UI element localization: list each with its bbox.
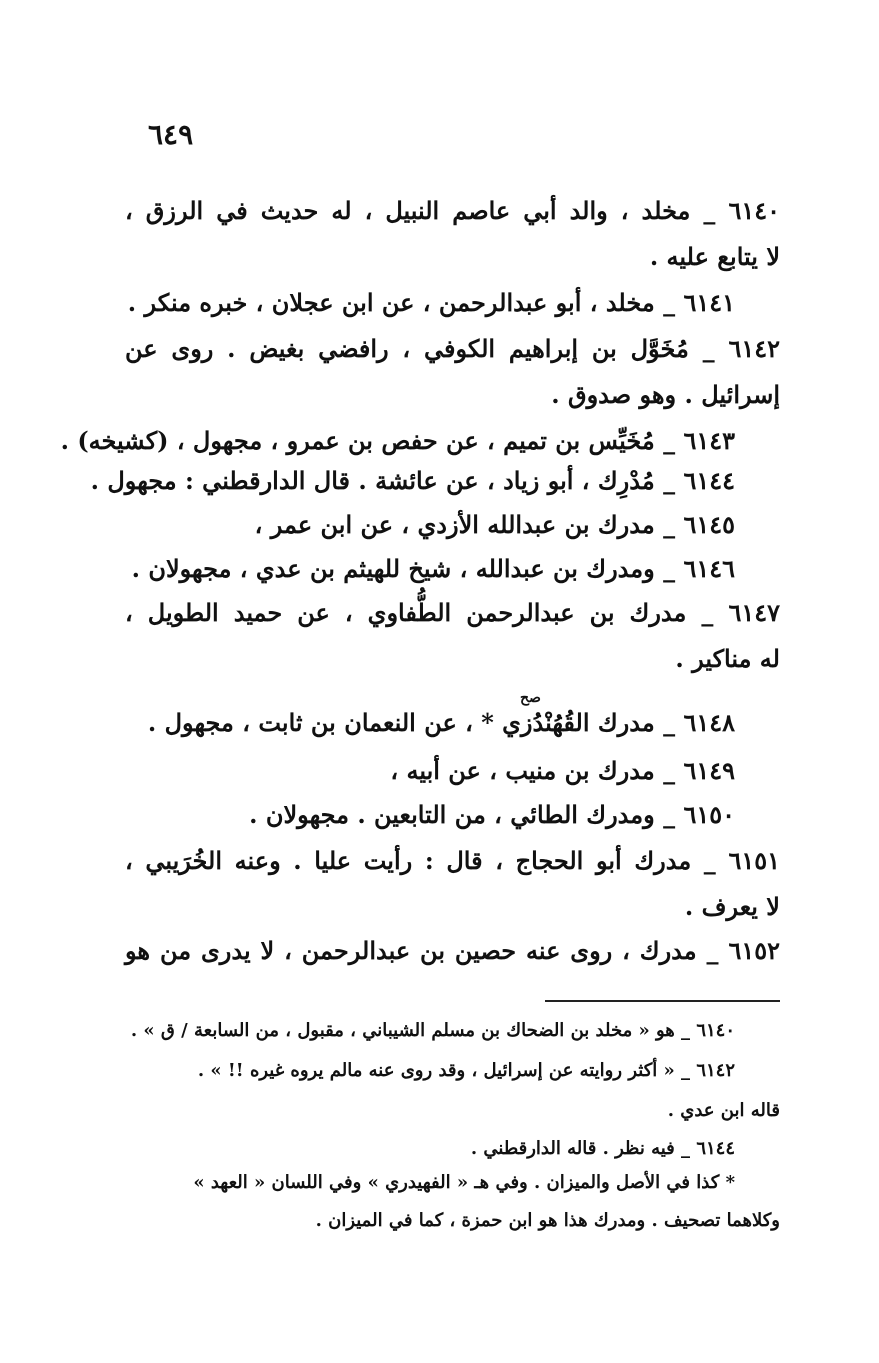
entry-6142-line-1: ٦١٤٢ _ مُخَوَّل بن إبراهيم الكوفي ، رافضي بغيض . روى عن — [125, 334, 780, 363]
footnote-separator — [545, 1000, 780, 1002]
page-number: ٦٤٩ — [148, 118, 194, 151]
entry-6140-line-2: لا يتابع عليه . — [649, 242, 780, 271]
footnote-star-line-1: * كذا في الأصل والميزان . وفي هـ « الفهيدري » وفي اللسان « العهد » — [193, 1172, 735, 1193]
footnote-6142-line-2: قاله ابن عدي . — [667, 1100, 780, 1121]
entry-6149: ٦١٤٩ _ مدرك بن منيب ، عن أبيه ، — [390, 756, 735, 785]
entry-6151-line-2: لا يعرف . — [684, 892, 780, 921]
entry-6152: ٦١٥٢ _ مدرك ، روى عنه حصين بن عبدالرحمن ، لا يدرى من هو — [125, 936, 780, 965]
entry-6140-line-1: ٦١٤٠ _ مخلد ، والد أبي عاصم النبيل ، له حديث في الرزق ، — [125, 196, 780, 225]
footnote-6144: ٦١٤٤ _ فيه نظر . قاله الدارقطني . — [470, 1138, 735, 1159]
entry-6147-line-2: له مناكير . — [675, 644, 780, 673]
footnote-6142-line-1: ٦١٤٢ _ « أكثر روايته عن إسرائيل ، وقد روى عنه مالم يروه غيره !! » . — [197, 1060, 735, 1081]
entry-6147-line-1: ٦١٤٧ _ مدرك بن عبدالرحمن الطُّفاوي ، عن حميد الطويل ، — [125, 598, 780, 627]
entry-6151-line-1: ٦١٥١ _ مدرك أبو الحجاج ، قال : رأيت عليا . وعنه الخُرَيبي ، — [125, 846, 781, 875]
entry-6145: ٦١٤٥ _ مدرك بن عبدالله الأزدي ، عن ابن عمر ، — [254, 510, 735, 539]
sah-correction-mark: صح — [520, 690, 541, 706]
footnote-6140: ٦١٤٠ _ هو « مخلد بن الضحاك بن مسلم الشيباني ، مقبول ، من السابعة / ق » . — [130, 1020, 735, 1041]
entry-6146: ٦١٤٦ _ ومدرك بن عبدالله ، شيخ للهيثم بن عدي ، مجهولان . — [131, 554, 735, 583]
entry-6142-line-2: إسرائيل . وهو صدوق . — [551, 380, 780, 409]
entry-6148: ٦١٤٨ _ مدرك القُهُنْدُزي * ، عن النعمان بن ثابت ، مجهول . — [147, 708, 735, 737]
footnote-star-line-2: وكلاهما تصحيف . ومدرك هذا هو ابن حمزة ، كما في الميزان . — [315, 1210, 780, 1231]
entry-6141: ٦١٤١ _ مخلد ، أبو عبدالرحمن ، عن ابن عجلان ، خبره منكر . — [127, 288, 735, 317]
entry-6150: ٦١٥٠ _ ومدرك الطائي ، من التابعين . مجهولان . — [249, 800, 735, 829]
entry-6143: ٦١٤٣ _ مُخَيِّس بن تميم ، عن حفص بن عمرو ، مجهول ، (كشيخه) . — [60, 426, 735, 455]
entry-6144: ٦١٤٤ _ مُدْرِك ، أبو زياد ، عن عائشة . قال الدارقطني : مجهول . — [90, 466, 735, 495]
